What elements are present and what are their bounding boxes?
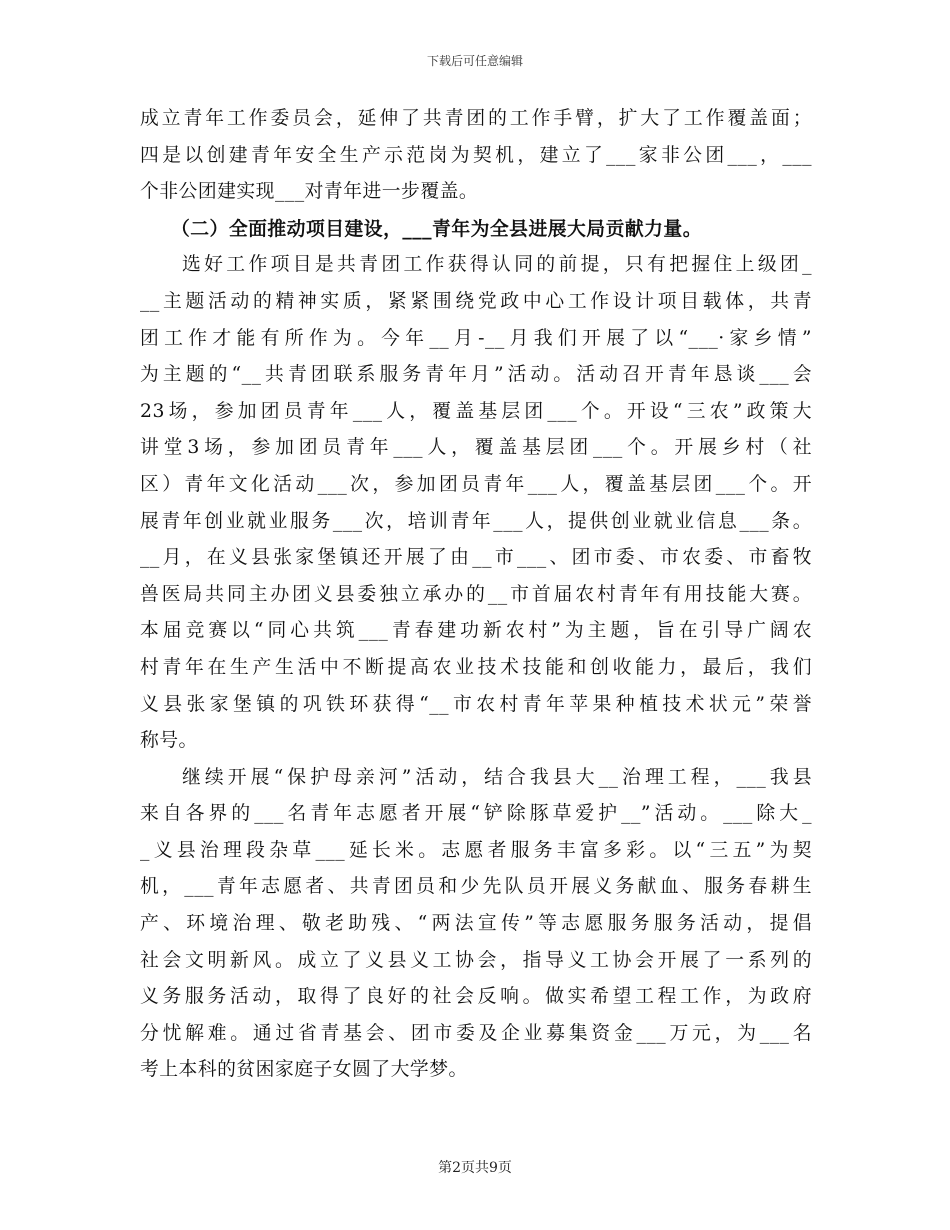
body-line: 本届竞赛以“同心共筑___青春建功新农村”为主题，旨在引导广阔农 [140,620,812,642]
body-line: 机，___青年志愿者、共青团员和少先队员开展义务献血、服务春耕生 [140,876,812,898]
body-line: 社会文明新风。成立了义县义工协会，指导义工协会开展了一系列的 [140,949,812,971]
body-line: 分忧解难。通过省青基会、团市委及企业募集资金___万元，为___名 [140,1022,812,1044]
page-footer: 第2页共9页 [438,1160,512,1176]
body-line: 四是以创建青年安全生产示范岗为契机，建立了___家非公团___，___ [140,144,812,166]
body-line: 村青年在生产生活中不断提高农业技术技能和创收能力，最后，我们 [140,656,812,678]
page-header: 下载后可任意编辑 [426,54,523,68]
body-line: 团工作才能有所作为。今年__月-__月我们开展了以“___·家乡情” [140,327,812,349]
body-line: _义县治理段杂草___延长米。志愿者服务丰富多彩。以“三五”为契 [140,839,812,861]
body-line: 义务服务活动，取得了良好的社会反响。做实希望工程工作，为政府 [140,986,812,1008]
body-line: 个非公团建实现___对青年进一步覆盖。 [140,181,479,203]
body-line: 来自各界的___名青年志愿者开展“铲除豚草爱护__”活动。___除大_ [140,803,812,825]
body-line: __主题活动的精神实质，紧紧围绕党政中心工作设计项目载体，共青 [140,290,812,312]
body-line: 产、环境治理、敬老助残、“两法宣传”等志愿服务服务活动，提倡 [140,913,812,935]
body-line: __月，在义县张家堡镇还开展了由__市___、团市委、市农委、市畜牧 [140,547,812,569]
body-line: 展青年创业就业服务___次，培训青年___人，提供创业就业信息___条。 [140,510,812,532]
body-line: 区）青年文化活动___次，参加团员青年___人，覆盖基层团___个。开 [140,473,812,495]
body-line: 讲堂3场，参加团员青年___人，覆盖基层团___个。开展乡村（社 [140,437,812,459]
body-line: 23场，参加团员青年___人，覆盖基层团___个。开设“三农”政策大 [140,400,812,422]
section-heading: （二）全面推动项目建设，___青年为全县进展大局贡献力量。 [171,217,702,240]
paragraph-first-line: 选好工作项目是共青团工作获得认同的前提，只有把握住上级团_ [182,254,812,276]
paragraph-first-line: 继续开展“保护母亲河”活动，结合我县大__治理工程，___我县 [182,766,812,788]
body-line: 为主题的“__共青团联系服务青年月”活动。活动召开青年恳谈___会 [140,364,812,386]
body-line: 考上本科的贫困家庭子女圆了大学梦。 [140,1059,468,1081]
body-line: 成立青年工作委员会，延伸了共青团的工作手臂，扩大了工作覆盖面； [140,108,812,129]
document-body [140,101,812,1089]
body-line: 兽医局共同主办团义县委独立承办的__市首届农村青年有用技能大赛。 [140,583,812,605]
body-line: 义县张家堡镇的巩铁环获得“__市农村青年苹果种植技术状元”荣誉 [140,693,812,715]
body-line: 称号。 [140,730,198,752]
